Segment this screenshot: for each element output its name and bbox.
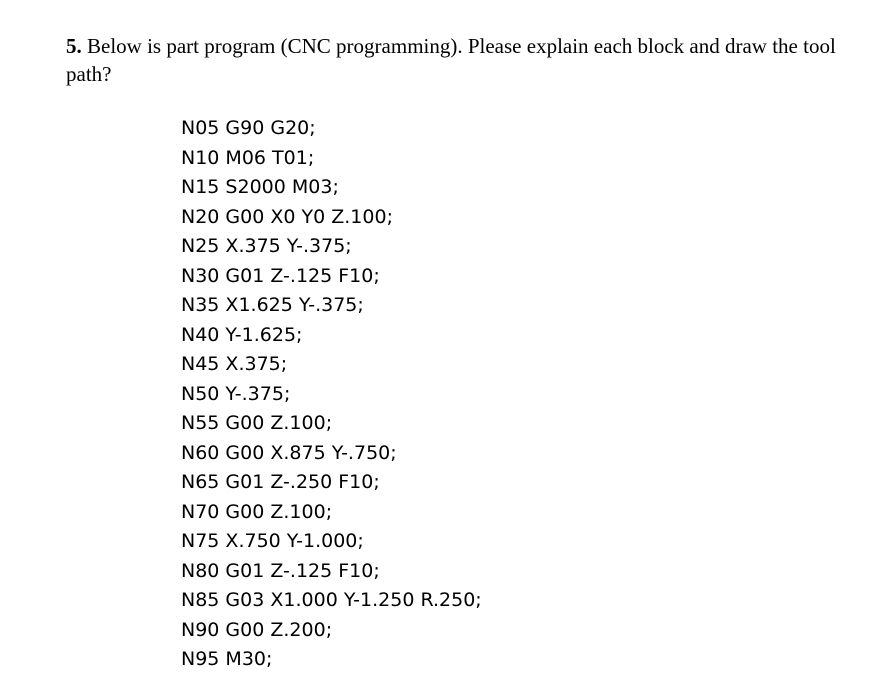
- program-block: N60 G00 X.875 Y-.750;: [181, 441, 397, 464]
- program-block: N35 X1.625 Y-.375;: [181, 294, 364, 316]
- question-body: Below is part program (CNC programming). Please explain each block and draw the tool path?: [66, 34, 836, 86]
- question-number: 5.: [66, 34, 82, 58]
- program-block: N05 G90 G20;: [181, 117, 316, 139]
- program-block: N90 G00 Z.200;: [181, 618, 333, 641]
- program-block: N15 S2000 M03;: [181, 176, 339, 198]
- program-block: N75 X.750 Y-1.000;: [181, 530, 364, 552]
- program-block: N45 X.375;: [181, 353, 288, 375]
- question-text: [66, 32, 856, 88]
- program-block: N25 X.375 Y-.375;: [181, 235, 352, 257]
- program-block: N30 G01 Z-.125 F10;: [181, 264, 380, 287]
- program-block: N95 M30;: [181, 648, 273, 670]
- cnc-program-listing: [181, 114, 482, 675]
- program-block: N40 Y-1.625;: [181, 323, 303, 346]
- program-block: N70 G00 Z.100;: [181, 500, 333, 523]
- program-block: N80 G01 Z-.125 F10;: [181, 559, 380, 582]
- program-block: N20 G00 X0 Y0 Z.100;: [181, 205, 393, 228]
- program-block: N10 M06 T01;: [181, 146, 315, 169]
- program-block: N55 G00 Z.100;: [181, 412, 333, 434]
- program-block: N85 G03 X1.000 Y-1.250 R.250;: [181, 589, 482, 611]
- program-block: N50 Y-.375;: [181, 382, 291, 405]
- program-block: N65 G01 Z-.250 F10;: [181, 471, 380, 493]
